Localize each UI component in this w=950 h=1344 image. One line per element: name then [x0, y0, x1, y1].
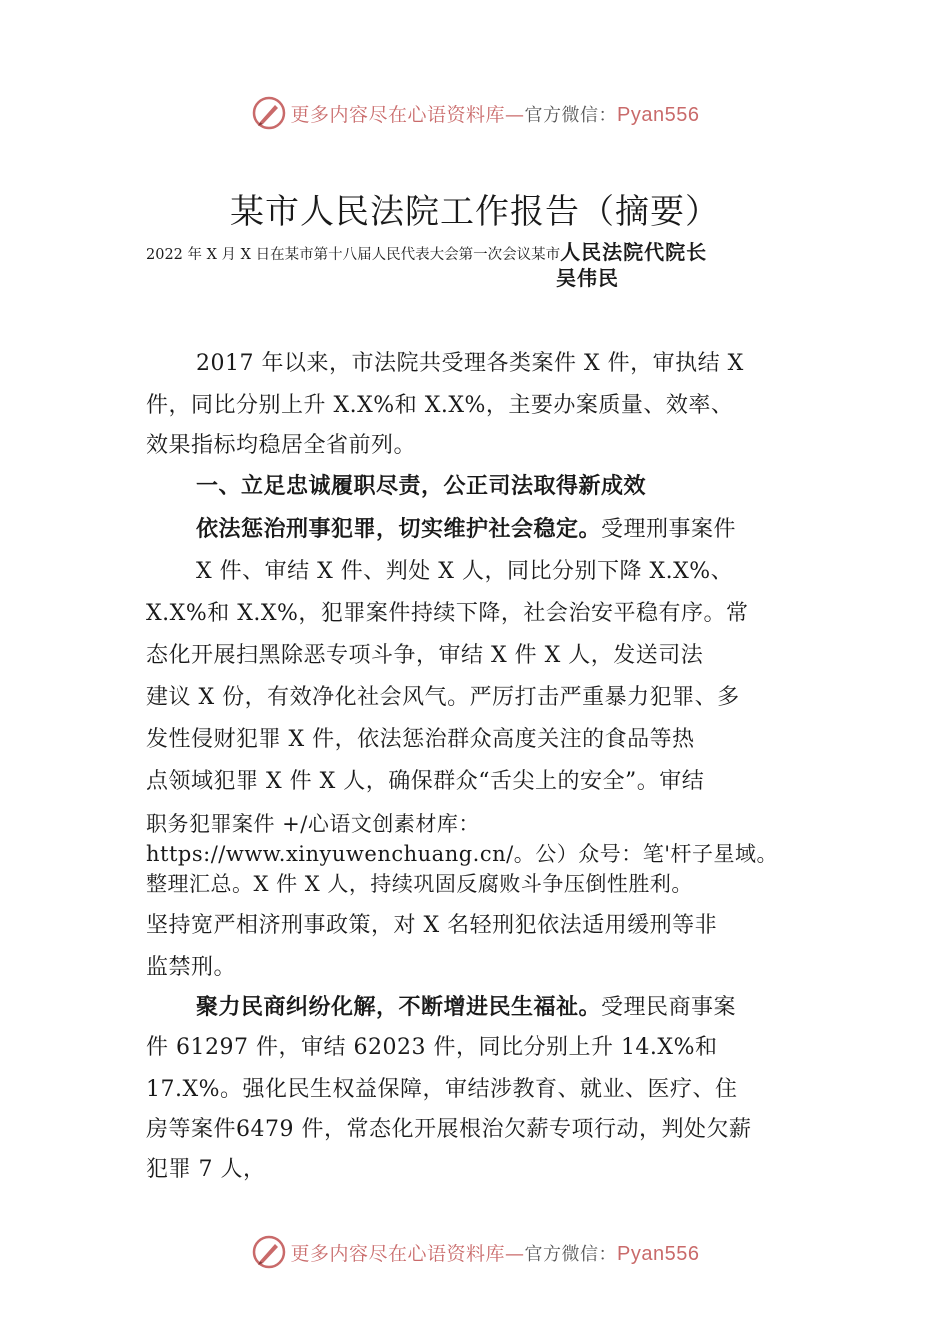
- body-line: 房等案件6479 件，常态化开展根治欠薪专项行动，判处欠薪: [146, 1117, 752, 1142]
- header-banner: [0, 93, 950, 133]
- body-line: X 件、审结 X 件、判处 X 人，同比分别下降 X.X%、: [196, 559, 734, 584]
- banner-wechat-id: Pyan556: [617, 103, 700, 126]
- banner-wechat-id: Pyan556: [617, 1242, 700, 1265]
- body-line: 建议 X 份，有效净化社会风气。严厉打击严重暴力犯罪、多: [146, 685, 740, 710]
- banner-wechat-label: 官方微信：: [524, 1243, 618, 1265]
- document-subtitle: [146, 236, 846, 265]
- body-line: [196, 990, 736, 1021]
- paragraph-lead: 依法惩治刑事犯罪，切实维护社会稳定。: [196, 516, 602, 542]
- banner-separator: —: [505, 1242, 525, 1265]
- body-line: X.X%和 X.X%，犯罪案件持续下降，社会治安平稳有序。常: [146, 601, 749, 626]
- banner-text: [291, 100, 700, 127]
- subtitle-bold: 人民法院代院长: [560, 240, 708, 264]
- body-line: 监禁刑。: [146, 955, 237, 980]
- footer-banner: [0, 1232, 950, 1272]
- body-line: 2017 年以来，市法院共受理各类案件 X 件，审执结 X: [196, 351, 744, 376]
- banner-separator: —: [505, 103, 525, 126]
- banner-wechat-label: 官方微信：: [524, 104, 618, 126]
- document-title: 某市人民法院工作报告（摘要）: [230, 192, 720, 232]
- body-line: 件，同比分别上升 X.X%和 X.X%，主要办案质量、效率、: [146, 393, 734, 418]
- paragraph-rest: 受理民商事案: [601, 995, 737, 1020]
- banner-text: [291, 1239, 700, 1266]
- body-line: 整理汇总。X 件 X 人，持续巩固反腐败斗争压倒性胜利。: [146, 872, 693, 896]
- body-line: 态化开展扫黑除恶专项斗争，审结 X 件 X 人，发送司法: [146, 643, 704, 668]
- banner-main-text: 更多内容尽在心语资料库: [290, 103, 506, 126]
- body-line: https://www.xinyuwenchuang.cn/。公）众号：笔'杆子星域。: [146, 842, 778, 866]
- body-line: 犯罪 7 人，: [146, 1157, 266, 1182]
- paragraph-lead: 聚力民商纠纷化解，不断增进民生福祉。: [196, 994, 602, 1020]
- body-line: 坚持宽严相济刑事政策，对 X 名轻刑犯依法适用缓刑等非: [146, 913, 718, 938]
- document-author: 吴伟民: [556, 266, 619, 290]
- body-line: 点领域犯罪 X 件 X 人，确保群众“舌尖上的安全”。审结: [146, 769, 705, 794]
- body-line: 发性侵财犯罪 X 件，依法惩治群众高度关注的食品等热: [146, 727, 695, 752]
- pen-seal-logo-icon: [251, 1234, 287, 1270]
- section-heading: 一、立足忠诚履职尽责，公正司法取得新成效: [196, 474, 647, 499]
- banner-main-text: 更多内容尽在心语资料库: [290, 1242, 506, 1265]
- body-line: 件 61297 件，审结 62023 件，同比分别上升 14.X%和: [146, 1035, 718, 1060]
- paragraph-rest: 受理刑事案件: [601, 517, 737, 542]
- body-line: [196, 512, 736, 543]
- body-line: 17.X%。强化民生权益保障，审结涉教育、就业、医疗、住: [146, 1077, 738, 1102]
- pen-seal-logo-icon: [251, 95, 287, 131]
- subtitle-plain: 2022 年 X 月 X 日在某市第十八届人民代表大会第一次会议某市: [146, 247, 561, 263]
- body-line: 效果指标均稳居全省前列。: [146, 433, 417, 458]
- body-line: 职务犯罪案件 +/心语文创素材库：: [146, 812, 480, 836]
